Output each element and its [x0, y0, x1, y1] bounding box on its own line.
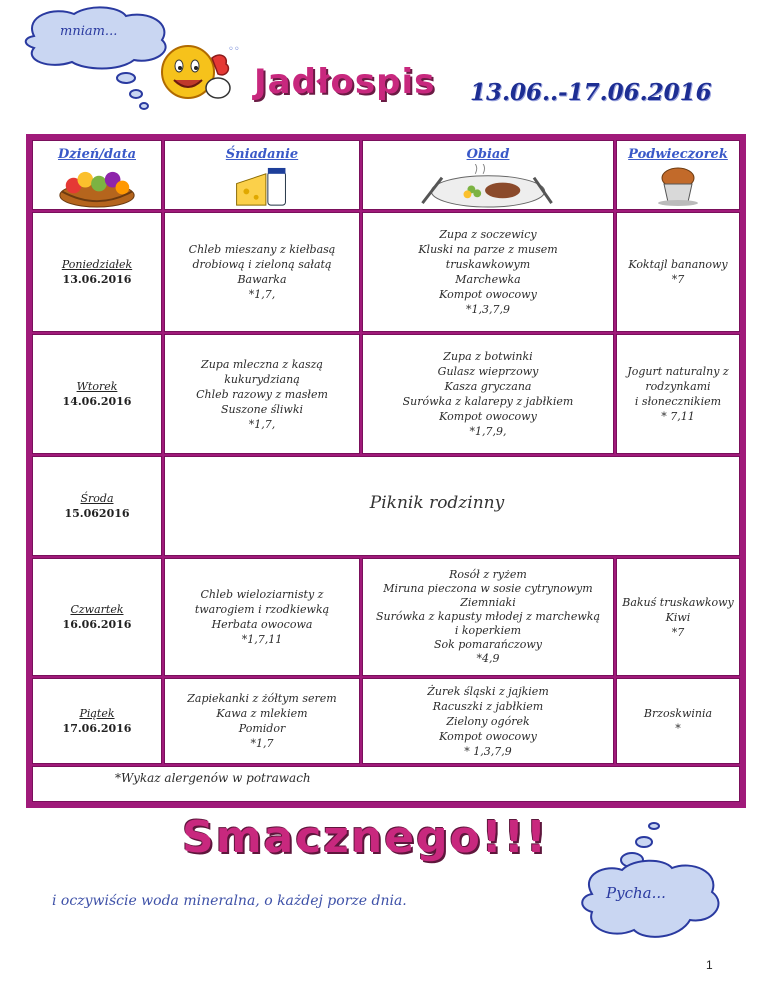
allergen-line: * 7,11 — [661, 410, 695, 423]
meal-line: twarogiem i rzodkiewką — [194, 603, 330, 616]
meal-line: Rosół z ryżem — [449, 568, 527, 581]
meal-line: Bawarka — [237, 273, 287, 286]
muffin-icon — [655, 166, 701, 206]
menu-table — [26, 134, 746, 808]
meal-line: Marchewka — [455, 273, 521, 286]
day-date: 16.06.2016 — [62, 618, 132, 631]
meal-line: Żurek śląski z jajkiem — [427, 684, 549, 698]
meal-line: Kluski na parze z musem — [418, 243, 558, 256]
day-date: 17.06.2016 — [62, 722, 132, 735]
smacznego-banner: Smacznego!!! — [182, 812, 549, 863]
meal-line: Sok pomarańczowy — [433, 638, 543, 651]
meal-line: Herbata owocowa — [211, 618, 313, 631]
allergen-line: *4,9 — [476, 652, 500, 665]
meal-line: Surówka z kapusty młodej z marchewką — [375, 610, 601, 623]
fruit-basket-icon — [55, 166, 139, 209]
allergen-line: *1,7 — [250, 737, 274, 750]
column-header-lunch: Obiad — [466, 147, 510, 162]
meal-line: drobiową i zieloną sałatą — [192, 258, 332, 271]
meal-line: Kompot owocowy — [439, 410, 537, 423]
meal-line: Kompot owocowy — [439, 729, 537, 743]
meal-line: i słonecznikiem — [634, 395, 722, 408]
meal-line: Zielony ogórek — [446, 714, 530, 728]
meal-line: Koktajl bananowy — [628, 258, 728, 271]
meal-line: Suszone śliwki — [220, 402, 304, 416]
meal-line: Chleb mieszany z kiełbasą — [188, 243, 336, 256]
meal-line: i koperkiem — [454, 624, 522, 637]
breakfast-cell — [164, 334, 360, 454]
meal-line: Brzoskwinia — [643, 707, 713, 720]
breakfast-cell — [164, 558, 360, 676]
lunch-cell — [362, 212, 614, 332]
menu-title: Jadłospis — [254, 62, 436, 102]
picnic-cell — [164, 456, 740, 556]
day-date: 13.06.2016 — [62, 273, 132, 286]
meal-line: Zupa mleczna z kaszą — [201, 357, 323, 371]
meal-line: Miruna pieczona w sosie cytrynowym — [383, 582, 593, 595]
snack-cell — [616, 558, 740, 676]
meal-line: Jogurt naturalny z — [627, 365, 729, 378]
header-breakfast — [164, 140, 360, 210]
dinner-plate-icon — [413, 164, 563, 209]
picnic-event: Piknik rodzinny — [369, 493, 505, 513]
day-date: 15.062016 — [64, 507, 130, 520]
allergen-line: *1,7, — [248, 288, 276, 301]
snack-cell — [616, 212, 740, 332]
allergen-line: *1,3,7,9 — [466, 303, 510, 316]
day-date: 14.06.2016 — [62, 395, 132, 408]
snack-cell — [616, 334, 740, 454]
meal-line: Zupa z botwinki — [443, 350, 533, 363]
meal-line: Gulasz wieprzowy — [437, 365, 539, 378]
day-cell-tuesday — [32, 334, 162, 454]
day-cell-thursday — [32, 558, 162, 676]
cheese-milk-icon — [232, 166, 292, 209]
cloud-text-top: mniam... — [60, 24, 118, 39]
menu-date-range: 13.06..-17.06.2016 — [470, 79, 712, 106]
allergen-line: * — [675, 722, 681, 735]
meal-line: kukurydzianą — [224, 372, 300, 386]
meal-line: Kasza gryczana — [444, 380, 532, 393]
lunch-cell — [362, 558, 614, 676]
header-snack — [616, 140, 740, 210]
allergen-footnote-cell — [32, 766, 740, 802]
meal-line: Bakuś truskawkowy — [622, 595, 734, 609]
meal-line: Surówka z kalarepy z jabłkiem — [402, 395, 574, 408]
snack-cell — [616, 678, 740, 764]
allergen-line: *1,7,9, — [469, 425, 507, 438]
thought-cloud-icon — [572, 812, 732, 952]
meal-line: Pomidor — [238, 722, 286, 735]
svg-text:◦◦: ◦◦ — [228, 44, 240, 55]
meal-line: Racuszki z jabłkiem — [432, 699, 544, 713]
smiley-sun-icon — [156, 40, 246, 110]
meal-line: Kiwi — [665, 610, 691, 624]
allergen-footnote: *Wykaz alergenów w potrawach — [115, 771, 311, 785]
lunch-cell — [362, 334, 614, 454]
allergen-line: *1,7,11 — [241, 633, 283, 646]
day-cell-friday — [32, 678, 162, 764]
day-name: Piątek — [79, 707, 115, 720]
column-header-breakfast: Śniadanie — [225, 147, 299, 162]
day-name: Poniedziałek — [61, 258, 133, 271]
meal-line: Zupa z soczewicy — [439, 228, 537, 241]
day-cell-monday — [32, 212, 162, 332]
water-note: i oczywiście woda mineralna, o każdej porze dnia. — [52, 893, 407, 909]
meal-line: Zapiekanki z żółtym serem — [187, 692, 337, 705]
meal-line: Chleb wieloziarnisty z — [200, 588, 324, 601]
lunch-cell — [362, 678, 614, 764]
meal-line: Kompot owocowy — [439, 288, 537, 301]
cloud-text-bottom: Pycha... — [606, 884, 666, 902]
column-header-day: Dzień/data — [57, 147, 136, 162]
meal-line: Ziemniaki — [460, 596, 516, 609]
meal-line: truskawkowym — [445, 258, 531, 271]
allergen-line: *7 — [671, 273, 685, 286]
day-name: Środa — [80, 492, 114, 505]
breakfast-cell — [164, 678, 360, 764]
day-cell-wednesday — [32, 456, 162, 556]
page-number: 1 — [706, 958, 713, 972]
meal-line: rodzynkami — [645, 380, 711, 393]
allergen-line: *7 — [671, 625, 685, 639]
allergen-line: *1,7, — [248, 417, 276, 431]
meal-line: Kawa z mlekiem — [216, 707, 308, 720]
allergen-line: * 1,3,7,9 — [464, 744, 512, 758]
header-day — [32, 140, 162, 210]
day-name: Czwartek — [70, 603, 124, 616]
day-name: Wtorek — [76, 380, 118, 393]
column-header-snack: Podwieczorek — [628, 147, 728, 162]
breakfast-cell — [164, 212, 360, 332]
header-lunch — [362, 140, 614, 210]
meal-line: Chleb razowy z masłem — [196, 387, 328, 401]
